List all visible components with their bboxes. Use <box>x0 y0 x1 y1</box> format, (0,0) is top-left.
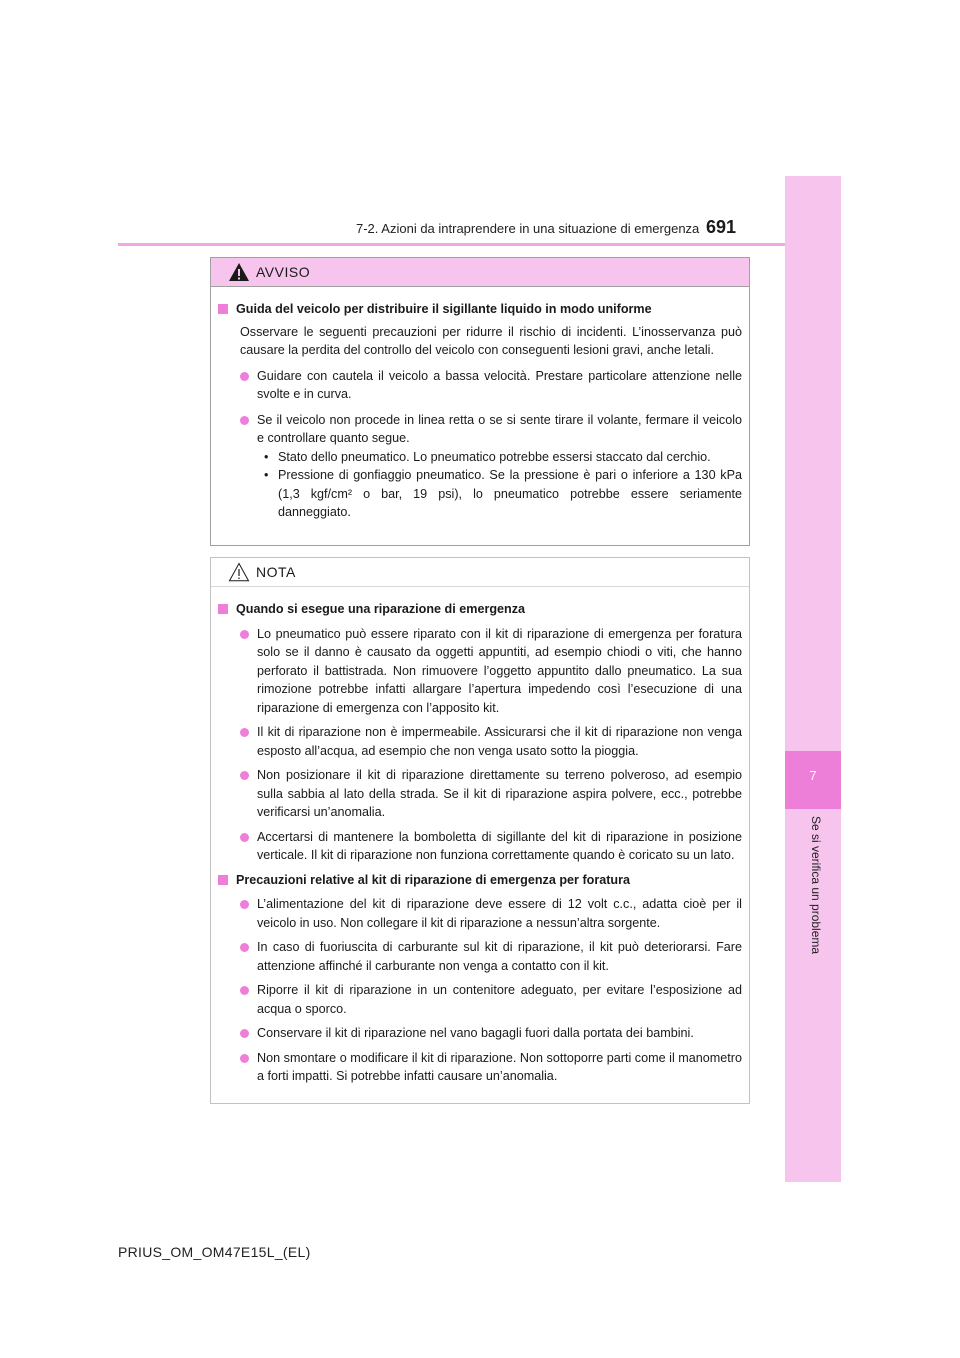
header-divider <box>118 243 785 246</box>
warning-title: AVVISO <box>256 264 311 280</box>
square-bullet-icon <box>218 604 228 614</box>
list-item: Il kit di riparazione non è impermeabile. Assicurarsi che il kit di riparazione non venga esposto all’acqua, ad esempio che non venga usato sotto la pioggia. <box>218 723 742 760</box>
warning-heading: Guida del veicolo per distribuire il sigillante liquido in modo uniforme <box>218 300 742 319</box>
caution-triangle-icon <box>228 562 250 582</box>
list-item: Accertarsi di mantenere la bomboletta di sigillante del kit di riparazione in posizione verticale. Il kit di riparazione non funziona correttamente quando è coricato su un lato. <box>218 828 742 865</box>
warning-header <box>211 258 749 287</box>
chapter-title: Se si verifica un problema <box>809 816 823 955</box>
list-item: Lo pneumatico può essere riparato con il kit di riparazione di emergenza per foratura solo se il danno è causato da oggetti appuntiti, ad esempio chiodi o viti, che hanno perforato il battistrada. Non rimuovere l’oggetto appuntito dallo pneumatico. La sua rimozione potrebbe infatti allargare l’apertura impedendo così l’esecuzione di una riparazione di emergenza con l’apposito kit. <box>218 625 742 718</box>
warning-triangle-icon <box>228 262 250 282</box>
chapter-sidebar <box>785 176 841 1182</box>
list-item: Guidare con cautela il veicolo a bassa velocità. Prestare particolare attenzione nelle svolte e in curva. <box>218 367 742 404</box>
note-heading: Quando si esegue una riparazione di emergenza <box>218 600 742 619</box>
document-code: PRIUS_OM_OM47E15L_(EL) <box>118 1244 311 1260</box>
sub-list-item: • Stato dello pneumatico. Lo pneumatico potrebbe essersi staccato dal cerchio. <box>264 449 711 464</box>
warning-box <box>210 257 750 546</box>
sub-list-item: • Pressione di gonfiaggio pneumatico. Se la pressione è pari o inferiore a 130 kPa (1,3 kgf/cm² o bar, 19 psi), lo pneumatico potrebbe essere seriamente danneggiato. <box>264 468 742 519</box>
bullet-dot-icon <box>240 630 249 639</box>
bullet-dot-icon <box>240 771 249 780</box>
bullet-dot-icon <box>240 900 249 909</box>
bullet-dot-icon <box>240 833 249 842</box>
list-item: Non posizionare il kit di riparazione direttamente su terreno polveroso, ad esempio sulla sabbia al lato della strada. Se il kit di riparazione aspira polvere, ecc., potrebbe verificarsi un’anomalia. <box>218 766 742 822</box>
bullet-dot-icon <box>240 943 249 952</box>
bullet-dot-icon <box>240 1054 249 1063</box>
note-title: NOTA <box>256 564 296 580</box>
bullet-dot-icon <box>240 1029 249 1038</box>
list-item: Riporre il kit di riparazione in un contenitore adeguato, per evitare l’esposizione ad acqua o sporco. <box>218 981 742 1018</box>
bullet-dot-icon <box>240 372 249 381</box>
list-item: L’alimentazione del kit di riparazione deve essere di 12 volt c.c., adatta cioè per il veicolo in uso. Non collegare il kit di riparazione a nessun’altra sorgente. <box>218 895 742 932</box>
list-item: In caso di fuoriuscita di carburante sul kit di riparazione, il kit può deteriorarsi. Fare attenzione affinché il carburante non venga a contatto con il kit. <box>218 938 742 975</box>
square-bullet-icon <box>218 875 228 885</box>
bullet-dot-icon <box>240 986 249 995</box>
note-header <box>211 558 749 587</box>
page-number: 691 <box>706 217 737 237</box>
note-box <box>210 557 750 1104</box>
warning-intro: Osservare le seguenti precauzioni per ridurre il rischio di incidenti. L’inosservanza può causare la perdita del controllo del veicolo con conseguenti lesioni gravi, anche letali. <box>240 324 742 357</box>
list-item: Non smontare o modificare il kit di riparazione. Non sottoporre parti come il manometro a forti impatti. Si potrebbe infatti causare un’anomalia. <box>218 1049 742 1086</box>
bullet-dot-icon <box>240 728 249 737</box>
note-heading: Precauzioni relative al kit di riparazione di emergenza per foratura <box>218 871 742 890</box>
list-item: Se il veicolo non procede in linea retta o se si sente tirare il volante, fermare il veicolo e controllare quanto segue. <box>218 411 742 448</box>
square-bullet-icon <box>218 304 228 314</box>
section-title: 7-2. Azioni da intraprendere in una situazione di emergenza <box>356 221 700 236</box>
chapter-number: 7 <box>809 768 817 783</box>
list-item: Conservare il kit di riparazione nel vano bagagli fuori dalla portata dei bambini. <box>218 1024 742 1043</box>
bullet-dot-icon <box>240 416 249 425</box>
